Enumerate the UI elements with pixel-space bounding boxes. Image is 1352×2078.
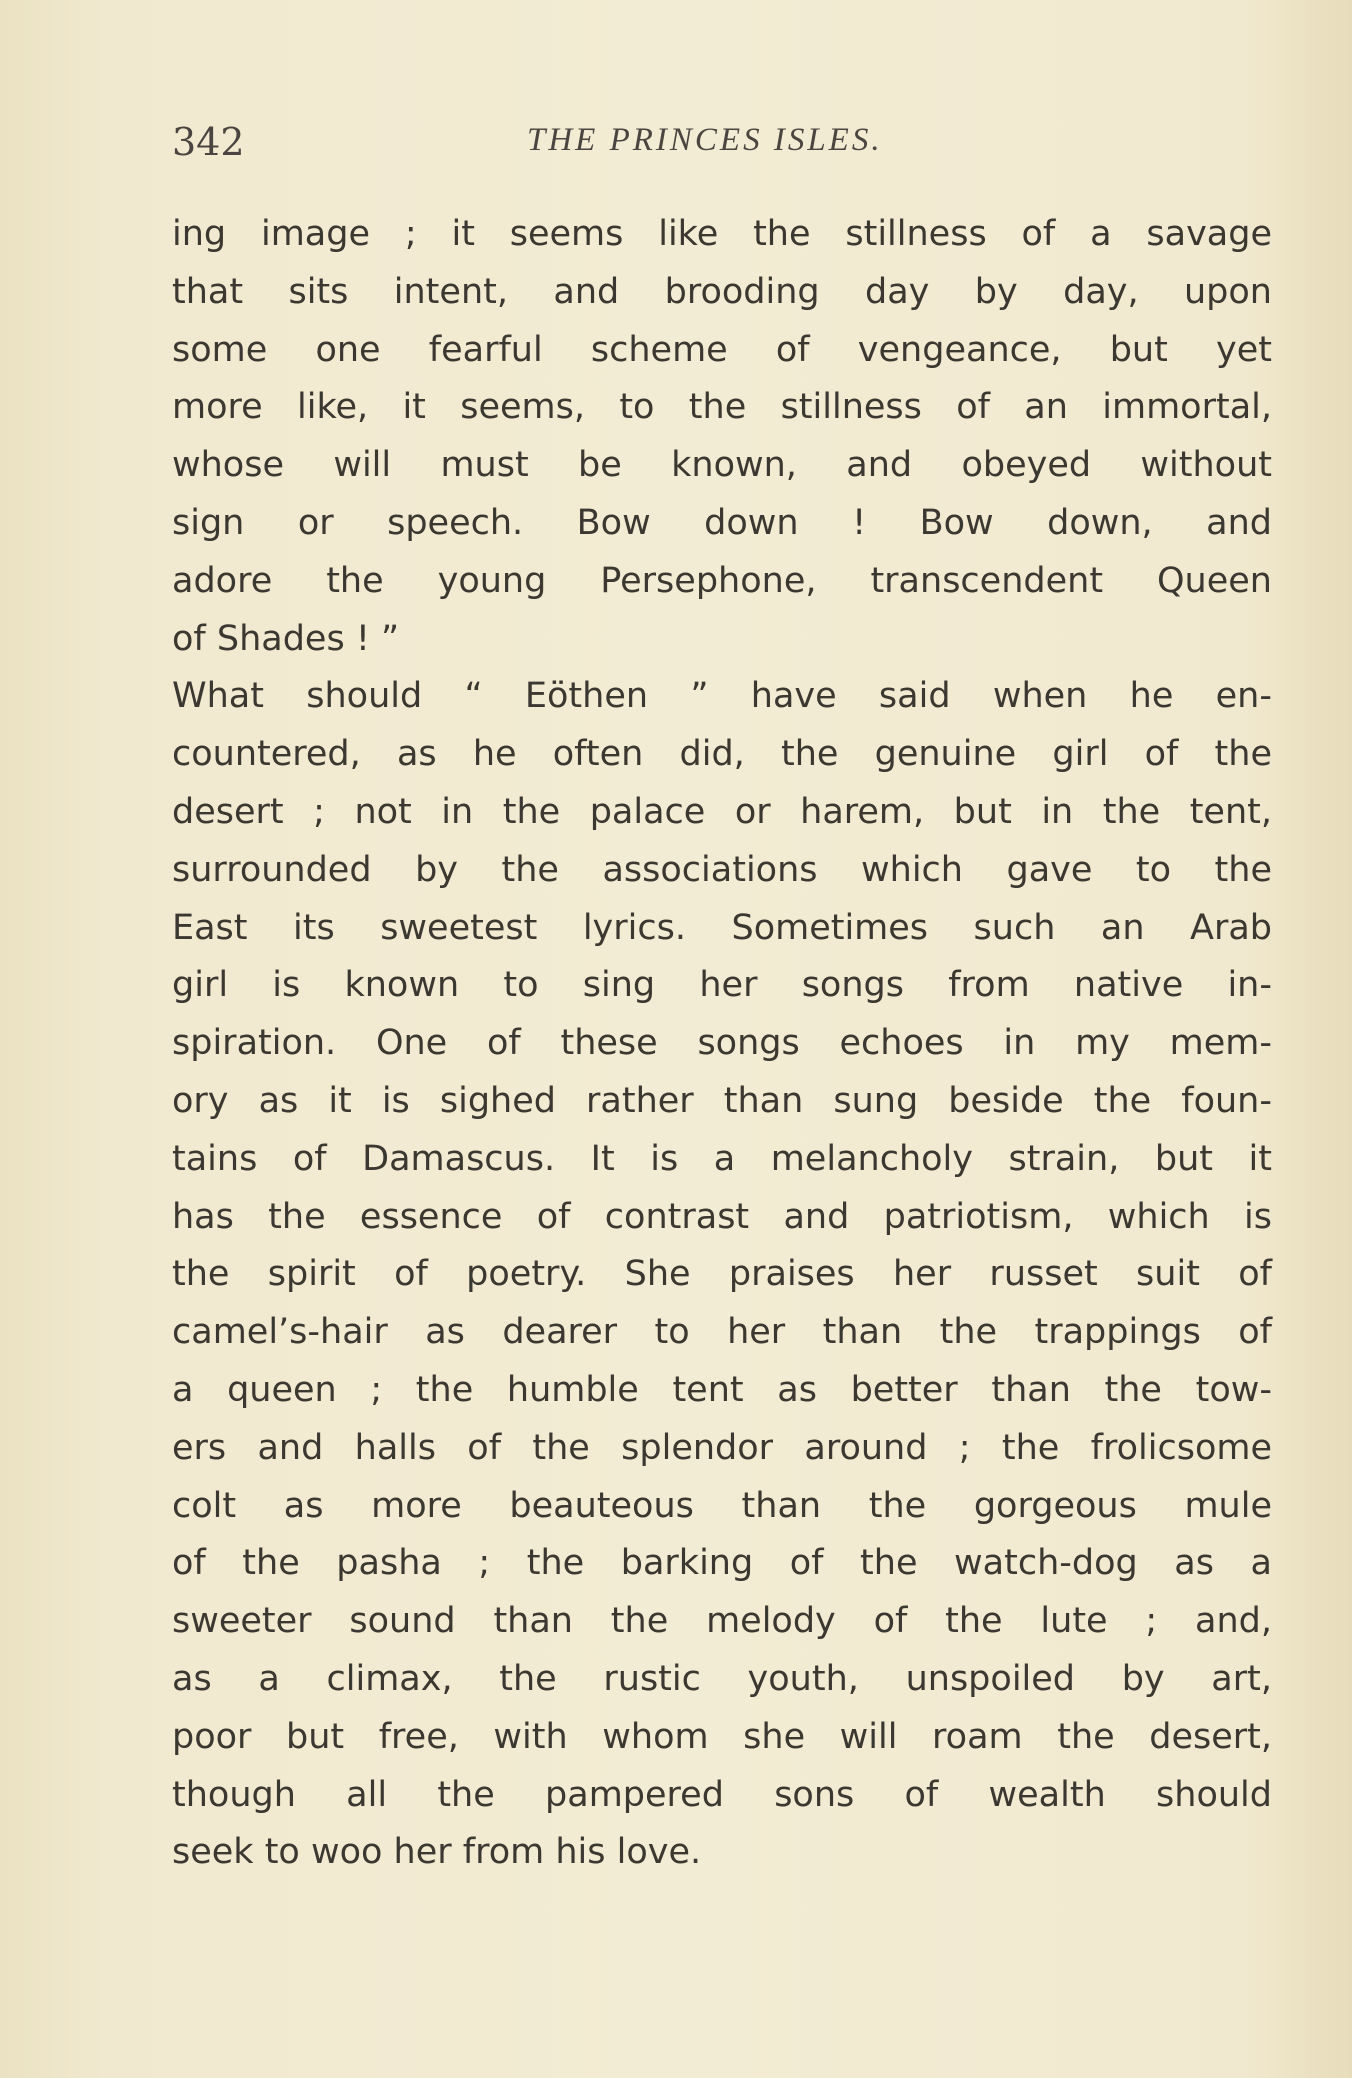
text-line: more like, it seems, to the stillness of an immortal, bbox=[172, 387, 1272, 428]
text-line: that sits intent, and brooding day by day, upon bbox=[172, 271, 1272, 312]
text-line: What should “ Eöthen ” have said when he en- bbox=[172, 676, 1272, 717]
text-line: tains of Damascus. It is a melancholy strain, but it bbox=[172, 1138, 1272, 1179]
text-line: East its sweetest lyrics. Sometimes such an Arab bbox=[172, 907, 1272, 948]
text-line: camel’s-hair as dearer to her than the trappings of bbox=[172, 1312, 1272, 1353]
text-line: of Shades ! ” bbox=[172, 618, 400, 659]
text-line: countered, as he often did, the genuine girl of the bbox=[172, 734, 1272, 775]
text-line: ing image ; it seems like the stillness of a savage bbox=[172, 214, 1272, 254]
text-line: spiration. One of these songs echoes in my mem- bbox=[172, 1023, 1272, 1064]
page-header bbox=[172, 120, 1272, 180]
text-line: sweeter sound than the melody of the lute ; and, bbox=[172, 1601, 1272, 1642]
text-line: adore the young Persephone, transcendent Queen bbox=[172, 560, 1272, 601]
text-line: some one fearful scheme of vengeance, but yet bbox=[172, 329, 1272, 370]
text-line: poor but free, with whom she will roam the desert, bbox=[172, 1716, 1272, 1757]
text-line: has the essence of contrast and patriotism, which is bbox=[172, 1196, 1272, 1237]
text-line: a queen ; the humble tent as better than the tow- bbox=[172, 1369, 1272, 1410]
text-line: colt as more beauteous than the gorgeous mule bbox=[172, 1485, 1272, 1526]
text-line: whose will must be known, and obeyed without bbox=[172, 445, 1272, 486]
text-line: as a climax, the rustic youth, unspoiled by art, bbox=[172, 1658, 1272, 1699]
running-head: THE PRINCES ISLES. bbox=[527, 122, 883, 158]
text-line: though all the pampered sons of wealth should bbox=[172, 1774, 1272, 1815]
text-line: ory as it is sighed rather than sung beside the foun- bbox=[172, 1080, 1272, 1121]
text-line: surrounded by the associations which gave to the bbox=[172, 849, 1272, 890]
text-line: ers and halls of the splendor around ; the frolicsome bbox=[172, 1427, 1272, 1468]
text-line: girl is known to sing her songs from native in- bbox=[172, 965, 1272, 1006]
text-line: desert ; not in the palace or harem, but in the tent, bbox=[172, 791, 1272, 832]
body-text bbox=[172, 206, 1272, 1882]
text-line: of the pasha ; the barking of the watch-dog as a bbox=[172, 1543, 1272, 1584]
text-line: sign or speech. Bow down ! Bow down, and bbox=[172, 502, 1272, 543]
text-line: the spirit of poetry. She praises her russet suit of bbox=[172, 1254, 1272, 1295]
text-line: seek to woo her from his love. bbox=[172, 1832, 702, 1873]
page-number: 342 bbox=[172, 120, 245, 164]
